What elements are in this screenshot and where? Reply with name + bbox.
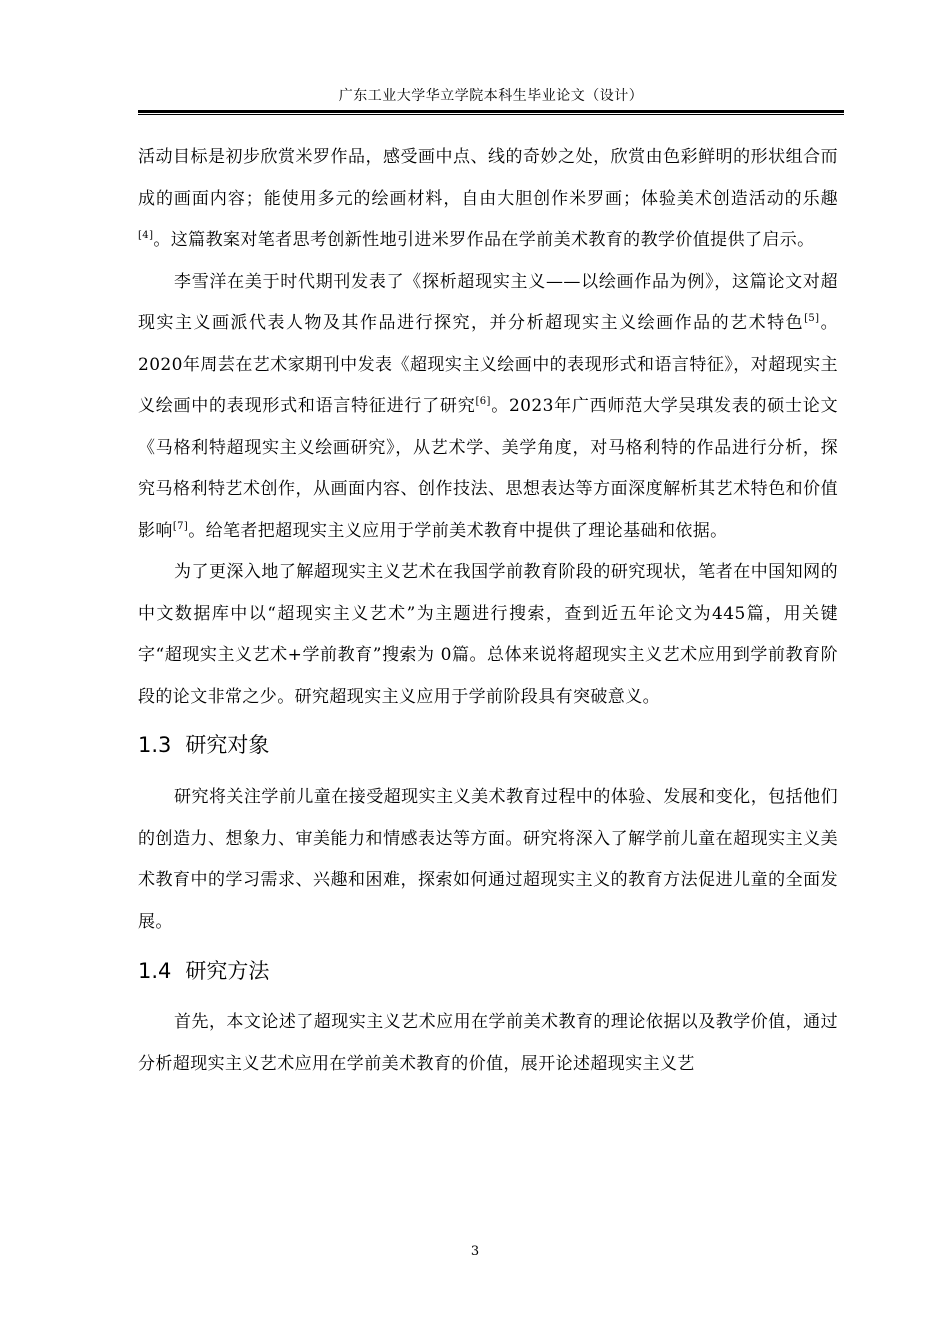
section-heading-1-4 [138, 958, 838, 984]
page-body [138, 137, 838, 1085]
paragraph-1-tail: 。这篇教案对笔者思考创新性地引进米罗作品在学前美术教育的教学价值提供了启示。 [153, 230, 815, 250]
paragraph-2 [138, 262, 838, 553]
citation-5: [5] [804, 313, 820, 324]
paragraph-2-part-d: 。给笔者把超现实主义应用于学前美术教育中提供了理论基础和依据。 [188, 520, 728, 541]
section-number: 1.3 [138, 733, 172, 757]
paragraph-4: 研究将关注学前儿童在接受超现实主义美术教育过程中的体验、发展和变化，包括他们的创造力、想象力、审美能力和情感表达等方面。研究将深入了解学前儿童在超现实主义美术教育中的学习需求、兴趣和困难，探索如何通过超现实主义的教育方法促进儿童的全面发展。 [138, 787, 838, 932]
citation-4: [4] [138, 230, 154, 241]
citation-6: [6] [475, 396, 491, 407]
citation-7: [7] [172, 520, 189, 532]
paragraph-1-text: 活动目标是初步欣赏米罗作品，感受画中点、线的奇妙之处，欣赏由色彩鲜明的形状组合而成的画面内容；能使用多元的绘画材料，自由大胆创作米罗画；体验美术创造活动的乐趣 [138, 147, 838, 209]
paragraph-2-part-c: 。2023年广西师范大学吴琪发表的硕士论文《马格利特超现实主义绘画研究》，从艺术学、美学角度，对马格利特的作品进行分析，探究马格利特艺术创作，从画面内容、创作技法、思想表达等方面深度解析其艺术特色和价值影响 [138, 396, 838, 541]
section-number: 1.4 [138, 959, 172, 983]
paragraph-1 [138, 137, 838, 262]
running-header: 广东工业大学华立学院本科生毕业论文（设计） [338, 88, 644, 104]
header-rule [138, 110, 844, 115]
page-number: 3 [470, 1244, 480, 1259]
paragraph-5: 首先，本文论述了超现实主义艺术应用在学前美术教育的理论依据以及教学价值，通过分析超现实主义艺术应用在学前美术教育的价值，展开论述超现实主义艺 [138, 1012, 838, 1074]
section-title: 研究方法 [185, 959, 270, 983]
paragraph-2-part-b: 。2020年周芸在艺术家期刊中发表《超现实主义绘画中的表现形式和语言特征》，对超现实主义绘画中的表现形式和语言特征进行了研究 [138, 313, 838, 416]
paragraph-2-part-a: 李雪洋在美于时代期刊发表了《探析超现实主义——以绘画作品为例》，这篇论文对超现实主义画派代表人物及其作品进行探究，并分析超现实主义绘画作品的艺术特色 [138, 271, 838, 333]
paragraph-3: 为了更深入地了解超现实主义艺术在我国学前教育阶段的研究现状，笔者在中国知网的中文数据库中以“超现实主义艺术”为主题进行搜索，查到近五年论文为445篇，用关键字“超现实主义艺术+学前教育”搜索为 0篇。总体来说将超现实主义艺术应用到学前教育阶段的论文非常之少。研究超现实主义应用于学前阶段具有突破意义。 [138, 562, 838, 707]
section-title: 研究对象 [185, 733, 270, 757]
section-heading-1-3 [138, 732, 838, 758]
